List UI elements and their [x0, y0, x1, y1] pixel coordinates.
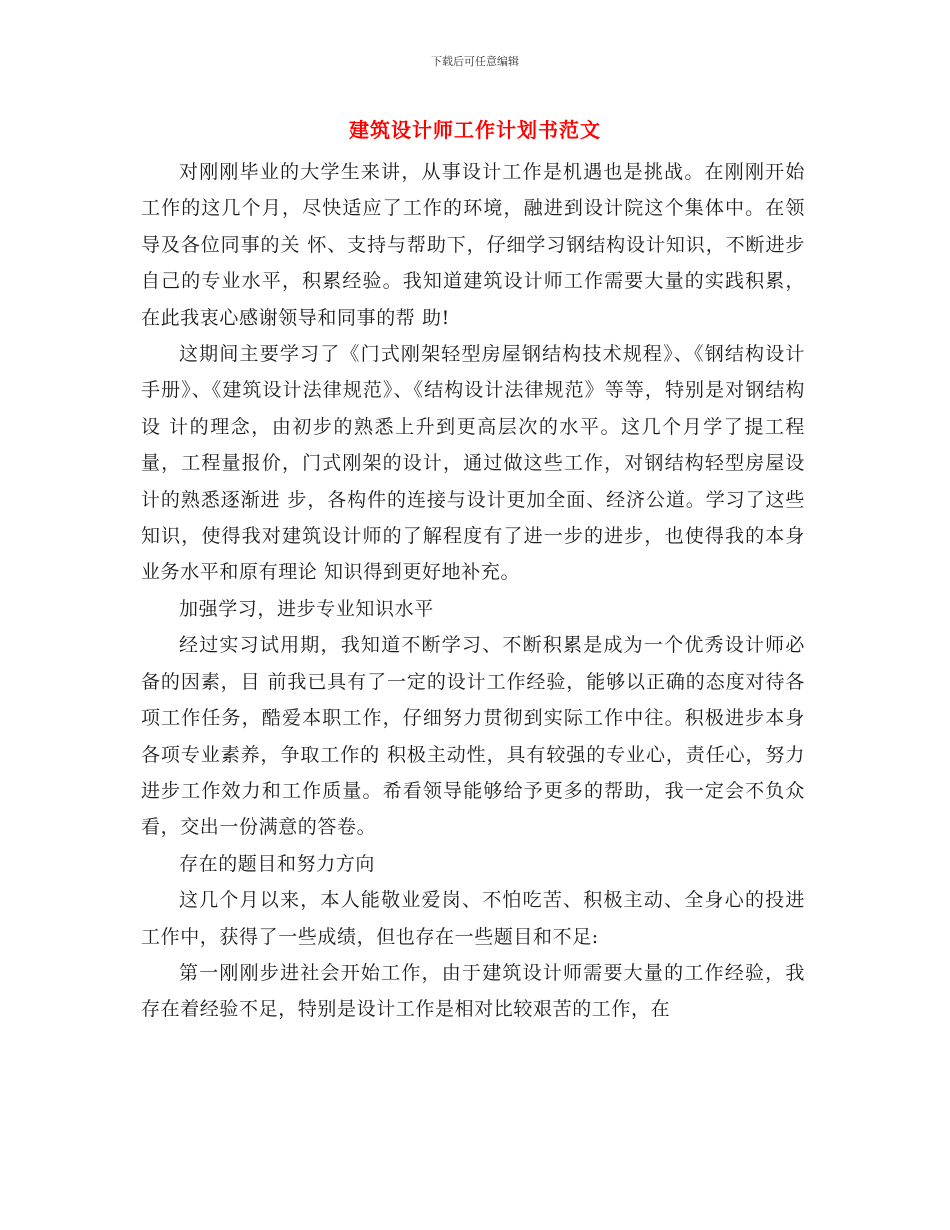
section-heading-problems: 存在的题目和努力方向	[179, 852, 376, 875]
paragraph-intro: 对刚刚毕业的大学生来讲，从事设计工作是机遇也是挑战。在刚刚开始工作的这几个月，尽快适应了工作的环境，融进到设计院这个集体中。在领导及各位同事的关 怀、支持与帮助下，仔细学习钢结构设计知识，不断进步自己的专业水平，积累经验。我知道建筑设计师工作需要大量的实践积累，在此我衷心感谢领导和同事的帮 助!	[141, 161, 805, 329]
section-heading-learning: 加强学习，进步专业知识水平	[179, 597, 434, 620]
header-note: 下载后可任意编辑	[431, 55, 519, 68]
document-body	[141, 154, 805, 1028]
document-title: 建筑设计师工作计划书范文	[349, 118, 601, 142]
paragraph-first-point: 第一刚刚步进社会开始工作，由于建筑设计师需要大量的工作经验，我存在着经验不足，特别是设计工作是相对比较艰苦的工作，在	[141, 961, 805, 1021]
paragraph-study: 这期间主要学习了《门式刚架轻型房屋钢结构技术规程》、《钢结构设计手册》、《建筑设计法律规范》、《结构设计法律规范》等等，特别是对钢结构设 计的理念，由初步的熟悉上升到更高层次的水平。这几个月学了提工程量，工程量报价，门式刚架的设计，通过做这些工作，对钢结构轻型房屋设计的熟悉逐渐进 步，各构件的连接与设计更加全面、经济公道。学习了这些知识，使得我对建筑设计师的了解程度有了进一步的进步，也使得我的本身业务水平和原有理论 知识得到更好地补充。	[141, 343, 805, 584]
paragraph-learning: 经过实习试用期，我知道不断学习、不断积累是成为一个优秀设计师必备的因素，目 前我已具有了一定的设计工作经验，能够以正确的态度对待各项工作任务，酷爱本职工作，仔细努力贯彻到实际工作中往。积极进步本身各项专业素养，争取工作的 积极主动性，具有较强的专业心，责任心，努力进步工作效力和工作质量。希看领导能够给予更多的帮助，我一定会不负众看，交出一份满意的答卷。	[141, 634, 805, 839]
paragraph-problems: 这几个月以来，本人能敬业爱岗、不怕吃苦、积极主动、全身心的投进工作中，获得了一些成绩，但也存在一些题目和不足:	[141, 889, 805, 948]
